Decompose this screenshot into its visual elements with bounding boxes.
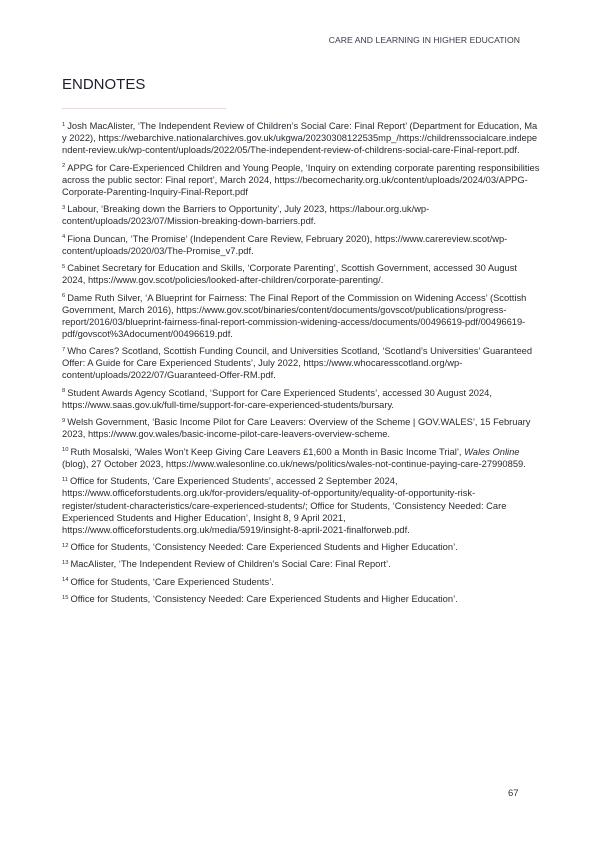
endnote-number: 1 [62, 121, 66, 128]
endnotes-list [62, 120, 540, 611]
endnote-5 [62, 262, 540, 286]
endnote-text: Labour, ‘Breaking down the Barriers to Opportunity’, July 2023, https://labour.org.uk/wp-content/uploads/2023/07/Mission-breaking-down-barriers.pdf. [62, 204, 430, 227]
endnote-13 [62, 558, 540, 570]
endnote-number: 5 [62, 263, 66, 270]
endnote-italic-title: Wales Online [464, 446, 520, 457]
endnote-7 [62, 345, 540, 381]
endnote-8 [62, 387, 540, 411]
endnote-text: Student Awards Agency Scotland, ‘Support for Care Experienced Students’, accessed 30 August 2024, https://www.saas.gov.uk/full-time/support-for-care-experienced-students/bursary. [62, 387, 492, 410]
endnote-11 [62, 475, 540, 535]
endnote-text: Office for Students, ‘Consistency Needed: Care Experienced Students and Higher Education’. [70, 594, 458, 605]
endnote-number: 3 [62, 204, 66, 211]
endnote-number: 12 [62, 542, 69, 549]
endnote-number: 2 [62, 163, 66, 170]
endnote-text: Who Cares? Scotland, Scottish Funding Council, and Universities Scotland, ‘Scotland’s Universities’ Guaranteed Offer: A Guide for Care Experienced Students’, July 2022, https://www.whocaresscotland.org/wp-content/uploads/2022/07/Guaranteed-Offer-RM.pdf. [62, 346, 533, 381]
endnote-number: 4 [62, 234, 66, 241]
title-rule [62, 108, 226, 109]
running-header: CARE AND LEARNING IN HIGHER EDUCATION [328, 35, 520, 45]
endnote-text: Welsh Government, ‘Basic Income Pilot for Care Leavers: Overview of the Scheme | GOV.WALES’, 15 February 2023, https://www.gov.wales/basic-income-pilot-care-leavers-overview-scheme. [62, 417, 531, 440]
endnote-15 [62, 593, 540, 605]
page-number: 67 [508, 788, 519, 799]
endnote-10 [62, 446, 540, 470]
endnote-text: Fiona Duncan, ‘The Promise’ (Independent Care Review, February 2020), https://www.carereview.scot/wp-content/uploads/2020/03/The-Promise_v7.pdf. [62, 233, 508, 256]
endnote-12 [62, 541, 540, 553]
endnote-text: Cabinet Secretary for Education and Skills, ‘Corporate Parenting’, Scottish Government, accessed 30 August 2024, https://www.gov.scot/policies/looked-after-children/corporate-parenting/. [62, 263, 518, 286]
endnote-number: 6 [62, 293, 66, 300]
endnote-3 [62, 203, 540, 227]
endnote-9 [62, 416, 540, 440]
endnote-text: Ruth Mosalski, ‘Wales Won’t Keep Giving Care Leavers £1,600 a Month in Basic Income Trial’, [70, 446, 465, 457]
endnote-2 [62, 162, 540, 198]
endnote-number: 15 [62, 594, 69, 601]
endnote-number: 13 [62, 559, 69, 566]
page-title: ENDNOTES [62, 76, 146, 93]
endnote-text: (blog), 27 October 2023, https://www.walesonline.co.uk/news/politics/wales-not-continue-paying-care-27990859. [62, 458, 526, 469]
endnote-1 [62, 120, 540, 156]
endnote-number: 8 [62, 388, 66, 395]
endnote-4 [62, 233, 540, 257]
endnote-text: MacAlister, ‘The Independent Review of Children’s Social Care: Final Report’. [70, 559, 391, 570]
endnote-number: 11 [62, 476, 69, 483]
endnote-text: Josh MacAlister, ‘The Independent Review of Children’s Social Care: Final Report’ (Department for Education, May 2022), https://webarchive.nationalarchives.gov.uk/ukgwa/20230308122535mp_/https://childrenssocialcare.independent-review.uk/wp-content/uploads/2022/05/The-independent-review-of-childrens-social-care-Final-report.pdf. [62, 121, 538, 156]
endnote-number: 9 [62, 417, 66, 424]
endnote-number: 10 [62, 447, 69, 454]
endnote-text: APPG for Care-Experienced Children and Young People, ‘Inquiry on extending corporate parenting responsibilities across the public sector: Final report’, March 2024, https://becomecharity.org.uk/content/uploads/2024/03/APPG-Corporate-Parenting-Inquiry-Final-Report.pdf [62, 162, 540, 197]
endnote-number: 7 [62, 346, 66, 353]
endnote-text: Dame Ruth Silver, ‘A Blueprint for Fairness: The Final Report of the Commission on Widening Access’ (Scottish Government, March 2016), https://www.gov.scot/binaries/content/documents/govscot/publications/progress-report/2016/03/blueprint-fairness-final-report-commission-widening-access/documents/00496619-pdf/00496619-pdf/govscot%3Adocument/00496619.pdf. [62, 292, 527, 339]
endnote-number: 14 [62, 577, 69, 584]
endnote-text: Office for Students, ‘Care Experienced Students’, accessed 2 September 2024, https://www.officeforstudents.org.uk/for-providers/equality-of-opportunity/equality-of-opportunity-risk-register/student-characteristics/care-experienced-students/; Office for Students, ‘Consistency Needed: Care Experienced Students and Higher Education’, Insight 8, 9 April 2021, https://www.officeforstudents.org.uk/media/5919/insight-8-april-2021-finalforweb.pdf. [62, 476, 507, 535]
endnote-14 [62, 576, 540, 588]
endnote-text: Office for Students, ‘Care Experienced Students’. [70, 576, 274, 587]
endnote-text: Office for Students, ‘Consistency Needed: Care Experienced Students and Higher Education’. [70, 542, 458, 553]
endnote-6 [62, 292, 540, 340]
